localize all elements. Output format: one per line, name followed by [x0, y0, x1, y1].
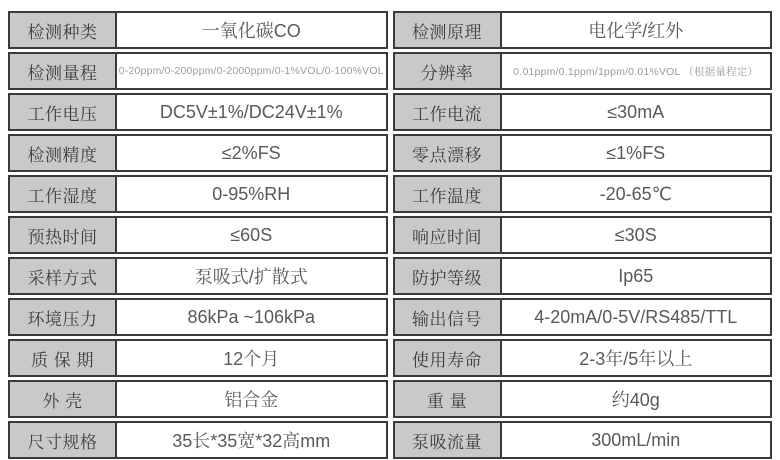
- spec-value-cell: 电化学/红外: [588, 21, 684, 41]
- spec-value-cell: 0-20ppm/0-200ppm/0-2000ppm/0-1%VOL/0-100%VOL: [118, 65, 384, 77]
- spec-row: [393, 339, 773, 377]
- spec-label-cell: 分辨率: [395, 54, 502, 88]
- spec-value-cell: 4-20mA/0-5V/RS485/TTL: [534, 306, 738, 327]
- spec-table: [8, 11, 772, 459]
- spec-row: [393, 298, 773, 336]
- spec-label-cell: 工作电压: [10, 95, 117, 129]
- spec-row: [8, 216, 388, 254]
- spec-row: [393, 134, 773, 172]
- spec-value-cell: ≤1%FS: [606, 142, 666, 163]
- spec-label-cell: 检测精度: [10, 136, 117, 170]
- spec-row: [393, 11, 773, 49]
- spec-label-cell: 尺寸规格: [10, 423, 117, 457]
- spec-value-cell: 300mL/min: [591, 429, 681, 450]
- spec-row: [393, 93, 773, 131]
- spec-label-cell: 检测种类: [10, 13, 117, 47]
- spec-row: [8, 52, 388, 90]
- spec-value-cell: Ip65: [618, 265, 654, 286]
- spec-table-left-half: [8, 11, 388, 459]
- spec-row: [393, 380, 773, 418]
- spec-label-cell: 使用寿命: [395, 341, 502, 375]
- spec-value-cell: ≤30mA: [607, 101, 665, 122]
- spec-label-cell: 输出信号: [395, 300, 502, 334]
- spec-label-cell: 检测量程: [10, 54, 117, 88]
- spec-value-cell: 2-3年/5年以上: [579, 349, 693, 369]
- spec-value-cell: ≤2%FS: [221, 142, 281, 163]
- spec-label-cell: 防护等级: [395, 259, 502, 293]
- spec-row: [393, 175, 773, 213]
- spec-value-cell: 约40g: [611, 390, 660, 410]
- spec-value-cell: -20-65℃: [599, 183, 672, 204]
- spec-label-cell: 响应时间: [395, 218, 502, 252]
- spec-row: [8, 93, 388, 131]
- spec-value-cell: 一氧化碳CO: [201, 21, 301, 41]
- spec-value-cell: ≤60S: [230, 224, 273, 245]
- spec-label-cell: 工作湿度: [10, 177, 117, 211]
- spec-value-cell: ≤30S: [614, 224, 657, 245]
- spec-label-cell: 泵吸流量: [395, 423, 502, 457]
- spec-table-right-half: [393, 11, 773, 459]
- spec-row: [393, 216, 773, 254]
- spec-value-cell: 0-95%RH: [212, 183, 291, 204]
- spec-label-cell: 外 壳: [10, 382, 117, 416]
- spec-label-cell: 重 量: [395, 382, 502, 416]
- spec-label-cell: 工作电流: [395, 95, 502, 129]
- spec-value-cell: 35长*35宽*32高mm: [172, 431, 331, 451]
- spec-row: [8, 134, 388, 172]
- spec-value-cell: 12个月: [223, 349, 280, 369]
- spec-row: [393, 52, 773, 90]
- spec-row: [8, 298, 388, 336]
- spec-label-cell: 采样方式: [10, 259, 117, 293]
- spec-row: [8, 257, 388, 295]
- spec-row: [8, 339, 388, 377]
- spec-row: [8, 380, 388, 418]
- spec-label-cell: 工作温度: [395, 177, 502, 211]
- spec-label-cell: 质 保 期: [10, 341, 117, 375]
- spec-label-cell: 零点漂移: [395, 136, 502, 170]
- spec-row: [393, 421, 773, 459]
- spec-label-cell: 环境压力: [10, 300, 117, 334]
- spec-value-cell: 泵吸式/扩散式: [194, 267, 308, 287]
- spec-row: [8, 11, 388, 49]
- spec-value-cell: DC5V±1%/DC24V±1%: [159, 101, 343, 122]
- spec-value-cell: 86kPa ~106kPa: [187, 306, 316, 327]
- spec-row: [8, 421, 388, 459]
- spec-row: [393, 257, 773, 295]
- spec-label-cell: 检测原理: [395, 13, 502, 47]
- spec-value-cell: 铝合金: [224, 390, 279, 410]
- spec-value-cell: 0.01ppm/0.1ppm/1ppm/0.01%VOL （根据量程定）: [513, 65, 759, 78]
- spec-row: [8, 175, 388, 213]
- spec-label-cell: 预热时间: [10, 218, 117, 252]
